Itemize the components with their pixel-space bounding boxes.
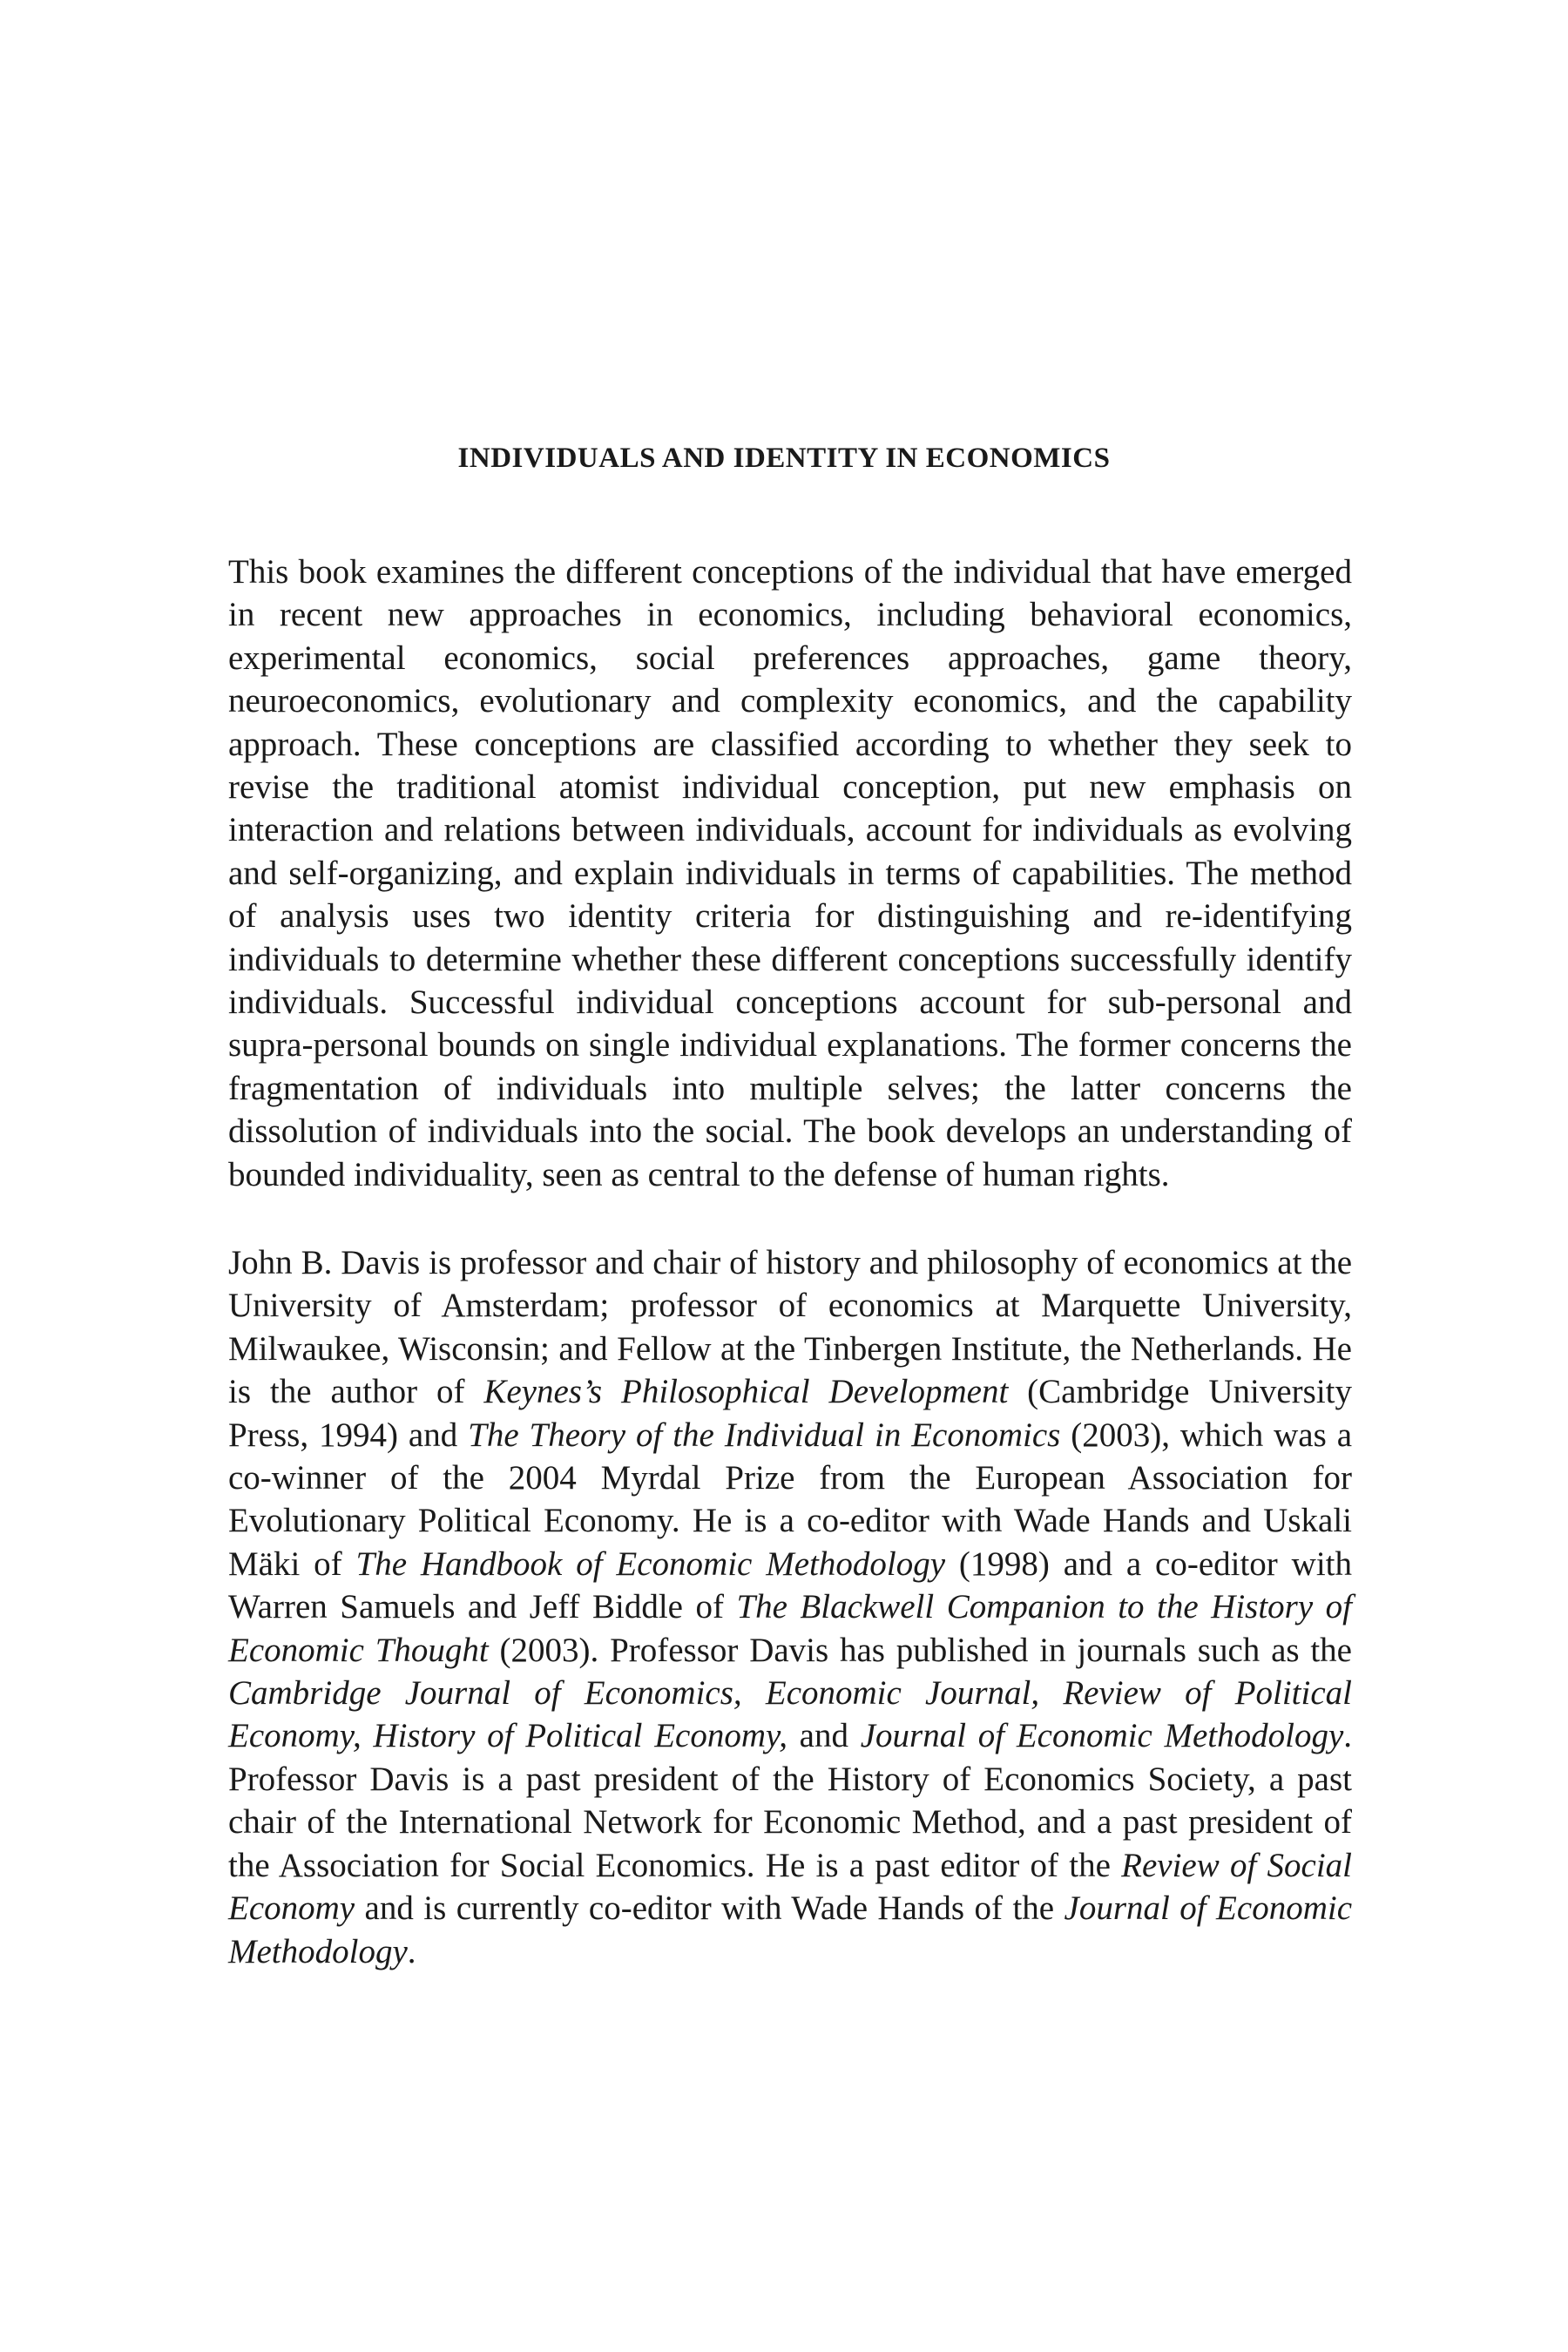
book-title-handbook: The Handbook of Economic Methodology: [355, 1544, 945, 1583]
bio-paragraph: [228, 1241, 1352, 1973]
book-abstract: [228, 551, 1352, 1196]
page-title: INDIVIDUALS AND IDENTITY IN ECONOMICS: [457, 443, 1111, 474]
journal-list: Cambridge Journal of Economics, Economic Journal, Review of Political Economy, History of Political Economy,: [228, 1674, 1352, 1755]
bio-text: (2003), which was a co-winner of the 2004 Myrdal Prize from the European Association for Evolutionary Political Economy. He is a co-editor with Wade Hands and Uskali Mäki of: [228, 1416, 1353, 1583]
bio-text: .: [407, 1932, 416, 1970]
book-title-theory-individual: The Theory of the Individual in Economics: [468, 1416, 1061, 1454]
bio-text: and: [787, 1717, 861, 1755]
bio-text: (1998) and a co-editor with Warren Samuels and Jeff Biddle of: [228, 1544, 1352, 1626]
journal-title-jem: Journal of Economic Methodology: [860, 1717, 1344, 1755]
book-title-keynes: Keynes’s Philosophical Development: [483, 1373, 1009, 1411]
bio-text: John B. Davis is professor and chair of history and philosophy of economics at the University of Amsterdam; professor of economics at Marquette University, Milwaukee, Wisconsin; and Fellow at the Tinbergen Institute, the Netherlands. He is the author of: [228, 1244, 1352, 1411]
abstract-paragraph: This book examines the different conceptions of the individual that have emerged in recent new approaches in economics, including behavioral economics, experimental economics, social preferences approaches, game theory, neuroeconomics, evolutionary and complexity economics, and the capability approach. These conceptions are classified according to whether they seek to revise the traditional atomist individual conception, put new emphasis on interaction and relations between individuals, account for individuals as evolving and self-organizing, and explain individuals in terms of capabilities. The method of analysis uses two identity criteria for distinguishing and re-identifying individuals to determine whether these different conceptions successfully identify individuals. Successful individual conceptions account for sub-personal and supra-personal bounds on single individual explanations. The former concerns the fragmentation of individuals into multiple selves; the latter concerns the dissolution of individuals into the social. The book develops an understanding of bounded individuality, seen as central to the defense of human rights.: [228, 553, 1352, 1193]
journal-title-jem-current: Journal of Economic Methodology: [228, 1889, 1352, 1970]
bio-text: and is currently co-editor with Wade Hands of the: [355, 1889, 1064, 1928]
bio-text: (2003). Professor Davis has published in journals such as the: [488, 1631, 1352, 1669]
bio-text: . Professor Davis is a past president of the History of Economics Society, a past chair of the International Network for Economic Method, and a past president of the Association for Social Economics. He is a past editor of the: [228, 1717, 1353, 1884]
bio-text: (Cambridge University Press, 1994) and: [228, 1373, 1352, 1454]
journal-title-rse: Review of Social Economy: [228, 1846, 1353, 1928]
author-bio: [228, 1241, 1352, 1973]
book-title-blackwell: The Blackwell Companion to the History of Economic Thought: [228, 1588, 1352, 1669]
